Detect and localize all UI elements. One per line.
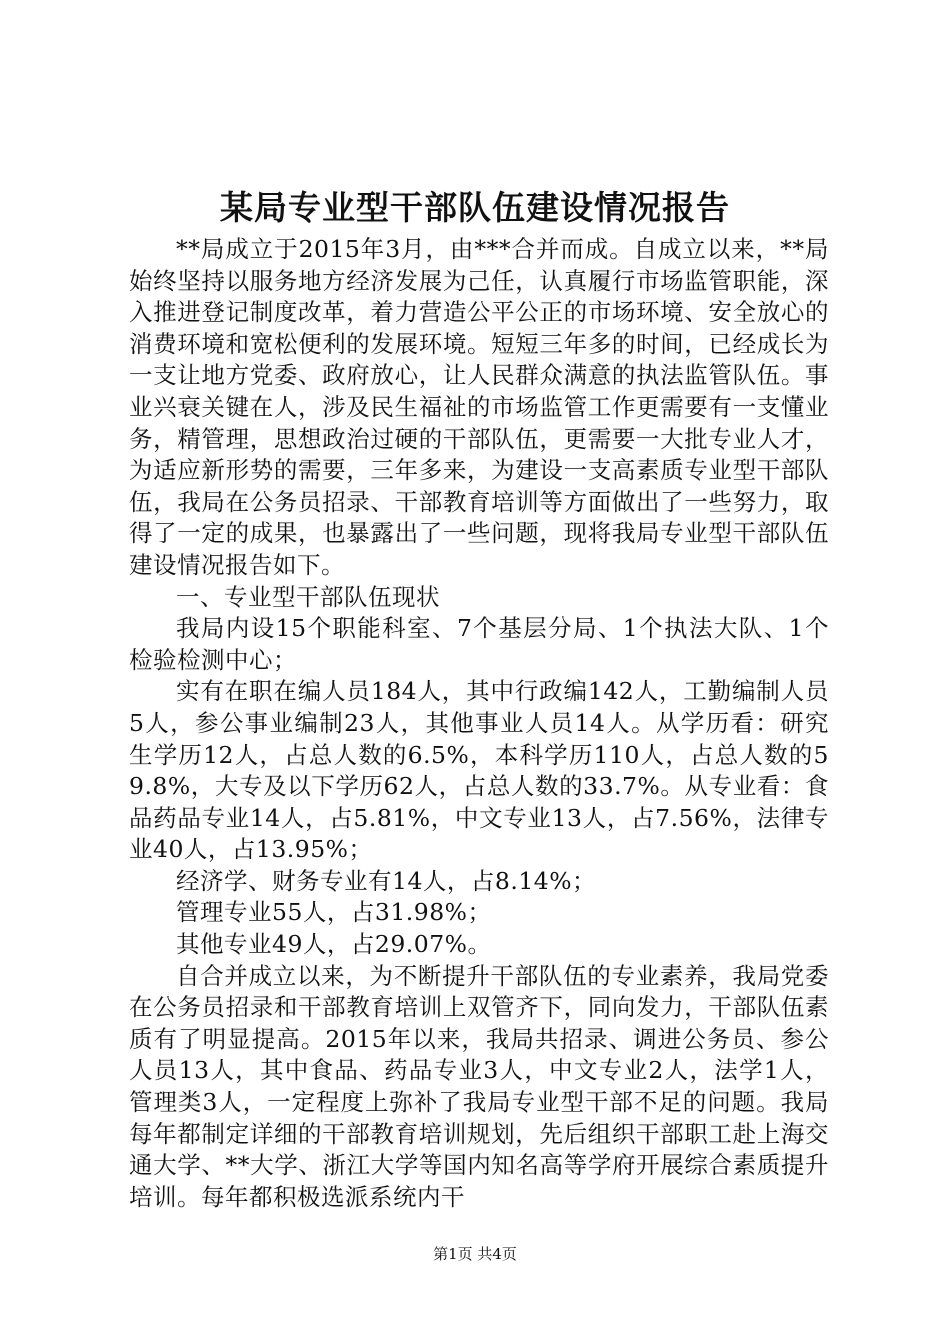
paragraph-staff-stats: 实有在职在编人员184人，其中行政编142人，工勤编制人员5人，参公事业编制23人，其他事业人员14人。从学历看：研究生学历12人，占总人数的6.5%，本科学历110人，占总人数的59.8%，大专及以下学历62人，占总人数的33.7%。从专业看：食品药品专业14人，占5.81%，中文专业13人，占7.56%，法律专业40人，占13.95%； xyxy=(129,677,829,864)
section-heading: 一、专业型干部队伍现状 xyxy=(176,582,440,611)
page-footer: 第1页 共4页 xyxy=(433,1245,517,1263)
paragraph-intro: **局成立于2015年3月，由***合并而成。自成立以来，**局始终坚持以服务地方经济发展为己任，认真履行市场监管职能，深入推进登记制度改革，着力营造公平公正的市场环境、安全放心的消费环境和宽松便利的发展环境。短短三年多的时间，已经成长为一支让地方党委、政府放心，让人民群众满意的执法监管队伍。事业兴衰关键在人，涉及民生福祉的市场监管工作更需要有一支懂业务，精管理，思想政治过硬的干部队伍，更需要一大批专业人才，为适应新形势的需要，三年多来，为建设一支高素质专业型干部队伍，我局在公务员招录、干部教育培训等方面做出了一些努力，取得了一定的成果，也暴露出了一些问题，现将我局专业型干部队伍建设情况报告如下。 xyxy=(129,235,829,579)
paragraph-economics: 经济学、财务专业有14人，占8.14%； xyxy=(176,866,597,895)
document-title: 某局专业型干部队伍建设情况报告 xyxy=(220,188,730,227)
paragraph-management: 管理专业55人，占31.98%； xyxy=(176,898,492,927)
paragraph-other: 其他专业49人，占29.07%。 xyxy=(176,930,492,959)
document-body xyxy=(129,234,829,1213)
paragraph-structure: 我局内设15个职能科室、7个基层分局、1个执法大队、1个检验检测中心； xyxy=(129,614,829,674)
paragraph-training: 自合并成立以来，为不断提升干部队伍的专业素养，我局党委在公务员招录和干部教育培训上双管齐下，同向发力，干部队伍素质有了明显提高。2015年以来，我局共招录、调进公务员、参公人员13人，其中食品、药品专业3人，中文专业2人，法学1人，管理类3人，一定程度上弥补了我局专业型干部不足的问题。我局每年都制定详细的干部教育培训规划，先后组织干部职工赴上海交通大学、**大学、浙江大学等国内知名高等学府开展综合素质提升培训。每年都积极选派系统内干 xyxy=(129,961,829,1211)
